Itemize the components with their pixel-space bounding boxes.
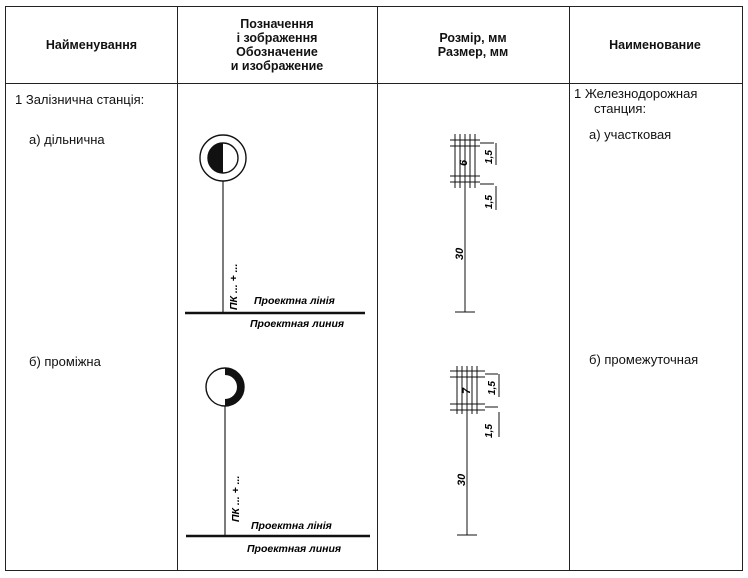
dim-b-1-5-top: 1,5 [487, 381, 498, 395]
dim-b-7: 7 [461, 387, 473, 394]
item-intermediate-station-ru: б) промежуточная [589, 352, 699, 367]
dim-a-1-5-top: 1,5 [484, 150, 495, 164]
dim-a-30: 30 [454, 247, 466, 260]
dim-b-30: 30 [456, 473, 468, 486]
district-station-symbol [185, 135, 365, 330]
item-railway-station-ru: 1 Железнодорожная станция: [574, 86, 698, 116]
header-name-ru: Наименование [609, 38, 701, 52]
item-district-station-ru: а) участковая [589, 127, 672, 142]
header-name-ua: Найменування [45, 38, 138, 52]
design-line-label-ua: Проектна лінія [254, 295, 335, 307]
item-railway-station-ua: 1 Залізнична станція: [15, 92, 145, 107]
header-size: Розмір, мм Размер, мм [437, 31, 509, 59]
design-line-label-ua: Проектна лінія [251, 520, 332, 532]
design-line-label-ru: Проектная линия [247, 543, 342, 555]
dim-b-1-5-bottom: 1,5 [484, 424, 495, 438]
design-line-label-ru: Проектная линия [250, 318, 345, 330]
dim-a-1-5-bottom: 1,5 [484, 195, 495, 209]
item-intermediate-station-ua: б) проміжна [29, 354, 101, 369]
pk-label: ПК ... + ... [230, 475, 242, 522]
dim-a-6: 6 [458, 159, 470, 166]
header-symbol: Позначення і зображення Обозначение и изображение [230, 17, 324, 73]
intermediate-station-symbol [186, 368, 370, 555]
pk-label: ПК ... + ... [228, 263, 240, 310]
item-district-station-ua: а) дільнична [29, 132, 105, 147]
